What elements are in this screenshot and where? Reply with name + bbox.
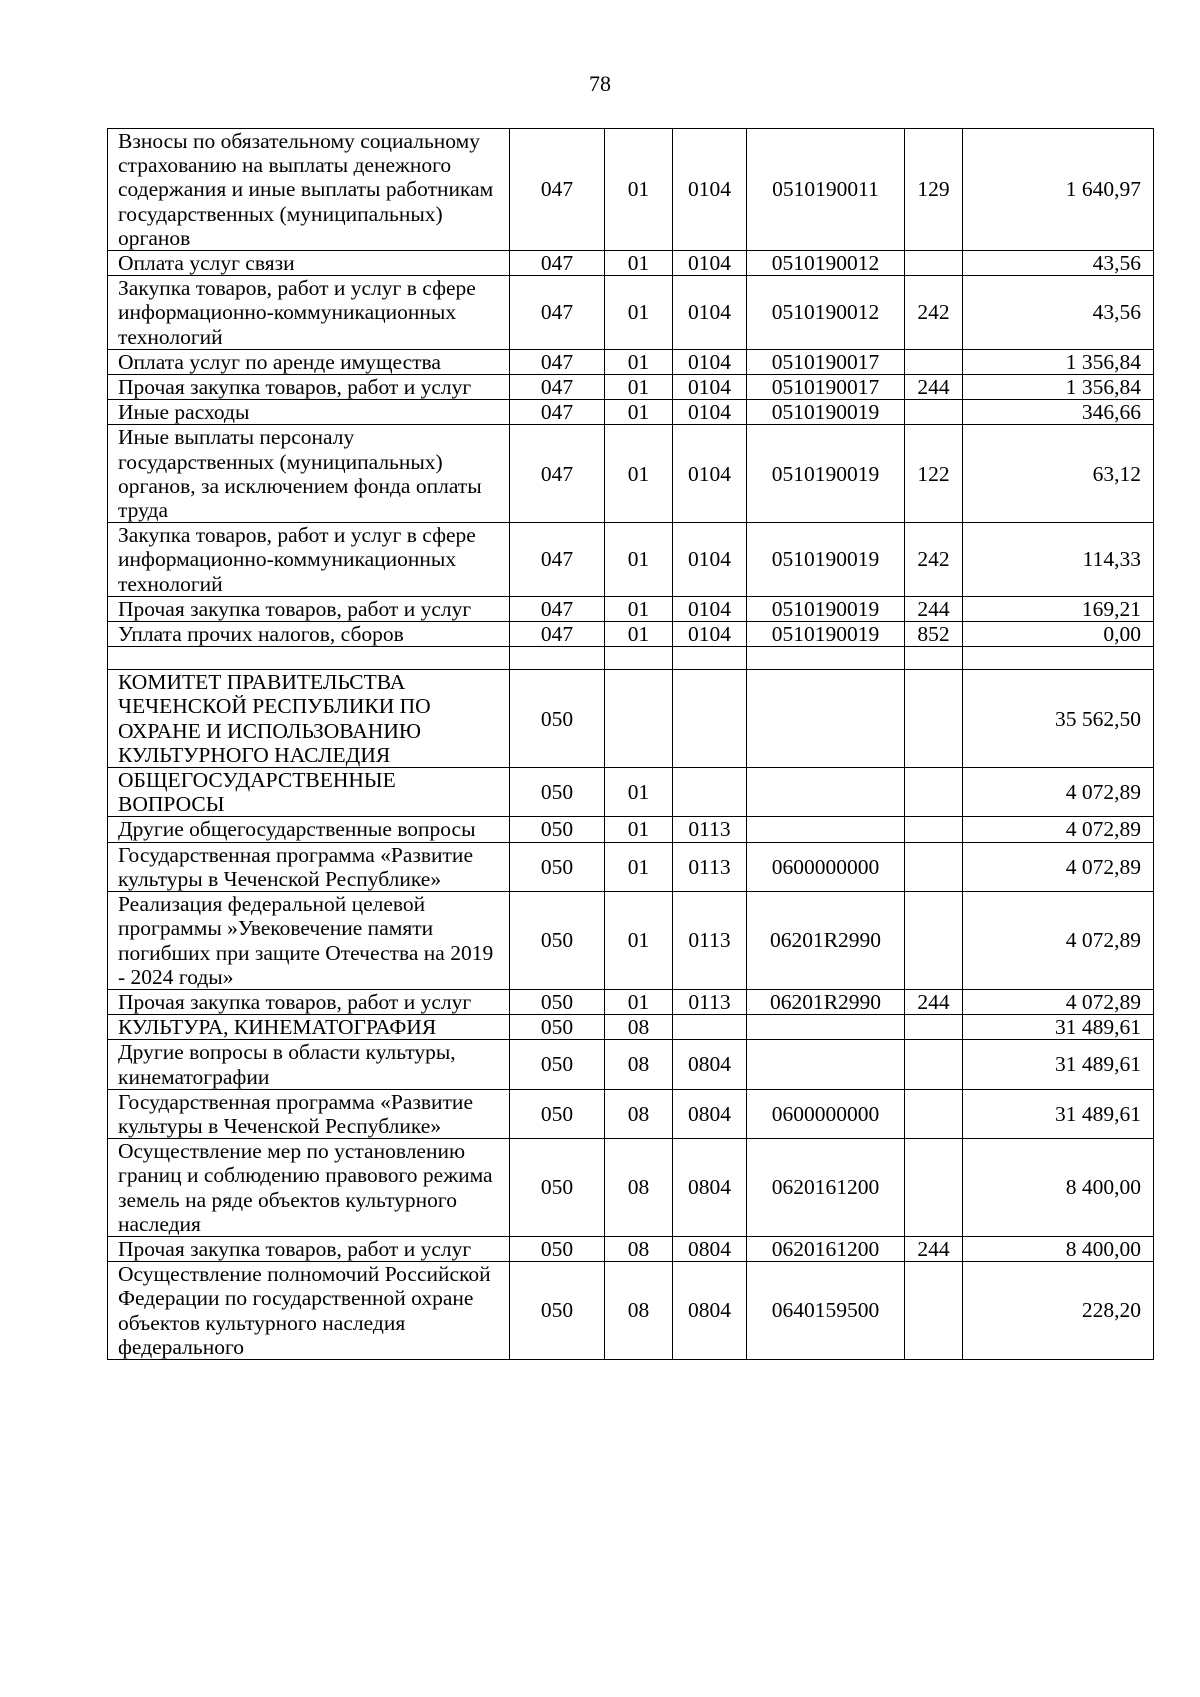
table-row bbox=[108, 768, 1154, 817]
table-row bbox=[108, 670, 1154, 768]
subsection-code-cell: 0804 bbox=[673, 1089, 747, 1138]
expense-type-code-cell: 852 bbox=[905, 622, 963, 647]
expense-type-code-cell bbox=[905, 817, 963, 842]
subsection-code-cell: 0804 bbox=[673, 1040, 747, 1089]
row-amount-cell: 346,66 bbox=[963, 400, 1154, 425]
row-amount-cell: 1 356,84 bbox=[963, 375, 1154, 400]
row-amount-cell: 4 072,89 bbox=[963, 817, 1154, 842]
row-name-cell: ОБЩЕГОСУДАРСТВЕННЫЕ ВОПРОСЫ bbox=[108, 768, 510, 817]
subsection-code-cell: 0104 bbox=[673, 251, 747, 276]
row-amount-cell: 1 356,84 bbox=[963, 349, 1154, 374]
section-code-cell: 08 bbox=[605, 1262, 673, 1360]
table-row bbox=[108, 1040, 1154, 1089]
row-name-cell: Прочая закупка товаров, работ и услуг bbox=[108, 596, 510, 621]
row-name-cell: Осуществление полномочий Российской Федерации по государственной охране объектов культурного наследия федерального bbox=[108, 1262, 510, 1360]
section-code-cell: 08 bbox=[605, 1236, 673, 1261]
row-amount-cell: 63,12 bbox=[963, 425, 1154, 523]
table-row bbox=[108, 989, 1154, 1014]
row-amount-cell: 4 072,89 bbox=[963, 768, 1154, 817]
ministry-code-cell: 050 bbox=[510, 842, 605, 891]
row-name-cell: Прочая закупка товаров, работ и услуг bbox=[108, 375, 510, 400]
table-row bbox=[108, 400, 1154, 425]
section-code-cell: 01 bbox=[605, 523, 673, 597]
subsection-code-cell: 0113 bbox=[673, 892, 747, 990]
expense-type-code-cell bbox=[905, 768, 963, 817]
subsection-code-cell bbox=[673, 1015, 747, 1040]
table-row bbox=[108, 622, 1154, 647]
table-row bbox=[108, 1236, 1154, 1261]
ministry-code-cell: 047 bbox=[510, 251, 605, 276]
row-name-cell: Государственная программа «Развитие культуры в Чеченской Республике» bbox=[108, 842, 510, 891]
target-article-code-cell bbox=[747, 817, 905, 842]
row-name-cell: Оплата услуг по аренде имущества bbox=[108, 349, 510, 374]
row-name-cell: Закупка товаров, работ и услуг в сфере информационно-коммуникационных технологий bbox=[108, 276, 510, 350]
expense-type-code-cell bbox=[905, 842, 963, 891]
section-code-cell: 01 bbox=[605, 622, 673, 647]
expense-type-code-cell bbox=[905, 400, 963, 425]
row-name-cell: Иные расходы bbox=[108, 400, 510, 425]
target-article-code-cell bbox=[747, 670, 905, 768]
row-name-cell: Уплата прочих налогов, сборов bbox=[108, 622, 510, 647]
row-name-cell: Государственная программа «Развитие культуры в Чеченской Республике» bbox=[108, 1089, 510, 1138]
budget-table bbox=[107, 128, 1154, 1360]
target-article-code-cell bbox=[747, 1040, 905, 1089]
expense-type-code-cell bbox=[905, 647, 963, 670]
row-name-cell: Взносы по обязательному социальному страхованию на выплаты денежного содержания и иные выплаты работникам государственных (муниципальных) органов bbox=[108, 129, 510, 251]
row-name-cell: Оплата услуг связи bbox=[108, 251, 510, 276]
ministry-code-cell: 050 bbox=[510, 670, 605, 768]
target-article-code-cell bbox=[747, 768, 905, 817]
target-article-code-cell: 06201R2990 bbox=[747, 892, 905, 990]
subsection-code-cell bbox=[673, 647, 747, 670]
row-amount-cell: 114,33 bbox=[963, 523, 1154, 597]
target-article-code-cell: 0510190019 bbox=[747, 523, 905, 597]
ministry-code-cell: 050 bbox=[510, 817, 605, 842]
subsection-code-cell: 0104 bbox=[673, 349, 747, 374]
subsection-code-cell: 0104 bbox=[673, 425, 747, 523]
row-name-cell: Другие общегосударственные вопросы bbox=[108, 817, 510, 842]
ministry-code-cell: 050 bbox=[510, 1015, 605, 1040]
expense-type-code-cell: 122 bbox=[905, 425, 963, 523]
row-name-cell: КУЛЬТУРА, КИНЕМАТОГРАФИЯ bbox=[108, 1015, 510, 1040]
row-amount-cell: 31 489,61 bbox=[963, 1015, 1154, 1040]
expense-type-code-cell bbox=[905, 1262, 963, 1360]
row-amount-cell: 0,00 bbox=[963, 622, 1154, 647]
row-amount-cell: 43,56 bbox=[963, 251, 1154, 276]
ministry-code-cell: 047 bbox=[510, 129, 605, 251]
section-code-cell: 01 bbox=[605, 251, 673, 276]
expense-type-code-cell bbox=[905, 1089, 963, 1138]
target-article-code-cell bbox=[747, 647, 905, 670]
section-code-cell: 08 bbox=[605, 1015, 673, 1040]
section-code-cell: 08 bbox=[605, 1040, 673, 1089]
expense-type-code-cell bbox=[905, 1040, 963, 1089]
expense-type-code-cell bbox=[905, 670, 963, 768]
subsection-code-cell: 0804 bbox=[673, 1236, 747, 1261]
subsection-code-cell: 0104 bbox=[673, 375, 747, 400]
row-amount-cell: 35 562,50 bbox=[963, 670, 1154, 768]
budget-table-body bbox=[108, 129, 1154, 1360]
table-row bbox=[108, 647, 1154, 670]
ministry-code-cell bbox=[510, 647, 605, 670]
table-row bbox=[108, 842, 1154, 891]
row-amount-cell: 169,21 bbox=[963, 596, 1154, 621]
section-code-cell: 08 bbox=[605, 1089, 673, 1138]
ministry-code-cell: 050 bbox=[510, 1236, 605, 1261]
expense-type-code-cell: 242 bbox=[905, 276, 963, 350]
subsection-code-cell: 0104 bbox=[673, 523, 747, 597]
row-name-cell: Закупка товаров, работ и услуг в сфере информационно-коммуникационных технологий bbox=[108, 523, 510, 597]
subsection-code-cell: 0113 bbox=[673, 989, 747, 1014]
expense-type-code-cell bbox=[905, 892, 963, 990]
table-row bbox=[108, 276, 1154, 350]
table-row bbox=[108, 596, 1154, 621]
row-name-cell: Осуществление мер по установлению границ и соблюдению правового режима земель на ряде объектов культурного наследия bbox=[108, 1139, 510, 1237]
expense-type-code-cell: 244 bbox=[905, 989, 963, 1014]
section-code-cell: 01 bbox=[605, 768, 673, 817]
subsection-code-cell: 0804 bbox=[673, 1139, 747, 1237]
expense-type-code-cell bbox=[905, 1139, 963, 1237]
target-article-code-cell: 0510190017 bbox=[747, 349, 905, 374]
row-amount-cell: 43,56 bbox=[963, 276, 1154, 350]
row-amount-cell: 8 400,00 bbox=[963, 1139, 1154, 1237]
target-article-code-cell: 0640159500 bbox=[747, 1262, 905, 1360]
row-name-cell: Реализация федеральной целевой программы »Увековечение памяти погибших при защите Отечества на 2019 - 2024 годы» bbox=[108, 892, 510, 990]
row-amount-cell: 1 640,97 bbox=[963, 129, 1154, 251]
subsection-code-cell: 0104 bbox=[673, 622, 747, 647]
section-code-cell: 01 bbox=[605, 425, 673, 523]
section-code-cell: 01 bbox=[605, 129, 673, 251]
ministry-code-cell: 050 bbox=[510, 1089, 605, 1138]
row-name-cell: Прочая закупка товаров, работ и услуг bbox=[108, 989, 510, 1014]
target-article-code-cell: 0510190017 bbox=[747, 375, 905, 400]
section-code-cell: 01 bbox=[605, 892, 673, 990]
row-amount-cell: 4 072,89 bbox=[963, 892, 1154, 990]
target-article-code-cell: 0510190012 bbox=[747, 276, 905, 350]
table-row bbox=[108, 1262, 1154, 1360]
table-row bbox=[108, 1139, 1154, 1237]
section-code-cell: 01 bbox=[605, 349, 673, 374]
ministry-code-cell: 050 bbox=[510, 1040, 605, 1089]
section-code-cell: 01 bbox=[605, 276, 673, 350]
expense-type-code-cell: 244 bbox=[905, 1236, 963, 1261]
expense-type-code-cell: 129 bbox=[905, 129, 963, 251]
expense-type-code-cell: 244 bbox=[905, 375, 963, 400]
expense-type-code-cell bbox=[905, 1015, 963, 1040]
row-amount-cell: 228,20 bbox=[963, 1262, 1154, 1360]
subsection-code-cell bbox=[673, 768, 747, 817]
target-article-code-cell: 0510190019 bbox=[747, 596, 905, 621]
section-code-cell: 01 bbox=[605, 596, 673, 621]
row-name-cell: Иные выплаты персоналу государственных (муниципальных) органов, за исключением фонда оплаты труда bbox=[108, 425, 510, 523]
table-row bbox=[108, 129, 1154, 251]
section-code-cell: 01 bbox=[605, 400, 673, 425]
section-code-cell: 01 bbox=[605, 375, 673, 400]
subsection-code-cell: 0104 bbox=[673, 276, 747, 350]
section-code-cell: 01 bbox=[605, 989, 673, 1014]
page-number: 78 bbox=[589, 71, 611, 96]
ministry-code-cell: 047 bbox=[510, 375, 605, 400]
table-row bbox=[108, 251, 1154, 276]
expense-type-code-cell bbox=[905, 349, 963, 374]
target-article-code-cell: 0510190019 bbox=[747, 622, 905, 647]
row-name-cell: Прочая закупка товаров, работ и услуг bbox=[108, 1236, 510, 1261]
target-article-code-cell: 0510190012 bbox=[747, 251, 905, 276]
row-name-cell bbox=[108, 647, 510, 670]
ministry-code-cell: 047 bbox=[510, 276, 605, 350]
table-row bbox=[108, 425, 1154, 523]
row-amount-cell: 4 072,89 bbox=[963, 989, 1154, 1014]
subsection-code-cell: 0104 bbox=[673, 596, 747, 621]
expense-type-code-cell: 242 bbox=[905, 523, 963, 597]
section-code-cell: 01 bbox=[605, 842, 673, 891]
target-article-code-cell: 0620161200 bbox=[747, 1236, 905, 1261]
table-row bbox=[108, 1015, 1154, 1040]
row-amount-cell: 31 489,61 bbox=[963, 1089, 1154, 1138]
row-amount-cell: 4 072,89 bbox=[963, 842, 1154, 891]
ministry-code-cell: 050 bbox=[510, 1139, 605, 1237]
ministry-code-cell: 047 bbox=[510, 622, 605, 647]
row-amount-cell: 8 400,00 bbox=[963, 1236, 1154, 1261]
target-article-code-cell: 0600000000 bbox=[747, 842, 905, 891]
table-row bbox=[108, 349, 1154, 374]
target-article-code-cell: 0510190019 bbox=[747, 425, 905, 523]
section-code-cell bbox=[605, 670, 673, 768]
subsection-code-cell: 0804 bbox=[673, 1262, 747, 1360]
row-name-cell: Другие вопросы в области культуры, кинематографии bbox=[108, 1040, 510, 1089]
row-name-cell: КОМИТЕТ ПРАВИТЕЛЬСТВА ЧЕЧЕНСКОЙ РЕСПУБЛИКИ ПО ОХРАНЕ И ИСПОЛЬЗОВАНИЮ КУЛЬТУРНОГО НАСЛЕДИЯ bbox=[108, 670, 510, 768]
ministry-code-cell: 047 bbox=[510, 523, 605, 597]
section-code-cell: 08 bbox=[605, 1139, 673, 1237]
table-row bbox=[108, 375, 1154, 400]
ministry-code-cell: 050 bbox=[510, 1262, 605, 1360]
ministry-code-cell: 047 bbox=[510, 400, 605, 425]
table-row bbox=[108, 892, 1154, 990]
target-article-code-cell bbox=[747, 1015, 905, 1040]
ministry-code-cell: 047 bbox=[510, 425, 605, 523]
table-row bbox=[108, 523, 1154, 597]
section-code-cell: 01 bbox=[605, 817, 673, 842]
subsection-code-cell: 0113 bbox=[673, 842, 747, 891]
target-article-code-cell: 06201R2990 bbox=[747, 989, 905, 1014]
target-article-code-cell: 0510190011 bbox=[747, 129, 905, 251]
subsection-code-cell: 0113 bbox=[673, 817, 747, 842]
expense-type-code-cell: 244 bbox=[905, 596, 963, 621]
target-article-code-cell: 0510190019 bbox=[747, 400, 905, 425]
ministry-code-cell: 050 bbox=[510, 989, 605, 1014]
section-code-cell bbox=[605, 647, 673, 670]
subsection-code-cell: 0104 bbox=[673, 400, 747, 425]
ministry-code-cell: 047 bbox=[510, 349, 605, 374]
ministry-code-cell: 050 bbox=[510, 892, 605, 990]
subsection-code-cell bbox=[673, 670, 747, 768]
expense-type-code-cell bbox=[905, 251, 963, 276]
subsection-code-cell: 0104 bbox=[673, 129, 747, 251]
table-row bbox=[108, 817, 1154, 842]
ministry-code-cell: 050 bbox=[510, 768, 605, 817]
target-article-code-cell: 0600000000 bbox=[747, 1089, 905, 1138]
target-article-code-cell: 0620161200 bbox=[747, 1139, 905, 1237]
ministry-code-cell: 047 bbox=[510, 596, 605, 621]
table-row bbox=[108, 1089, 1154, 1138]
row-amount-cell bbox=[963, 647, 1154, 670]
row-amount-cell: 31 489,61 bbox=[963, 1040, 1154, 1089]
